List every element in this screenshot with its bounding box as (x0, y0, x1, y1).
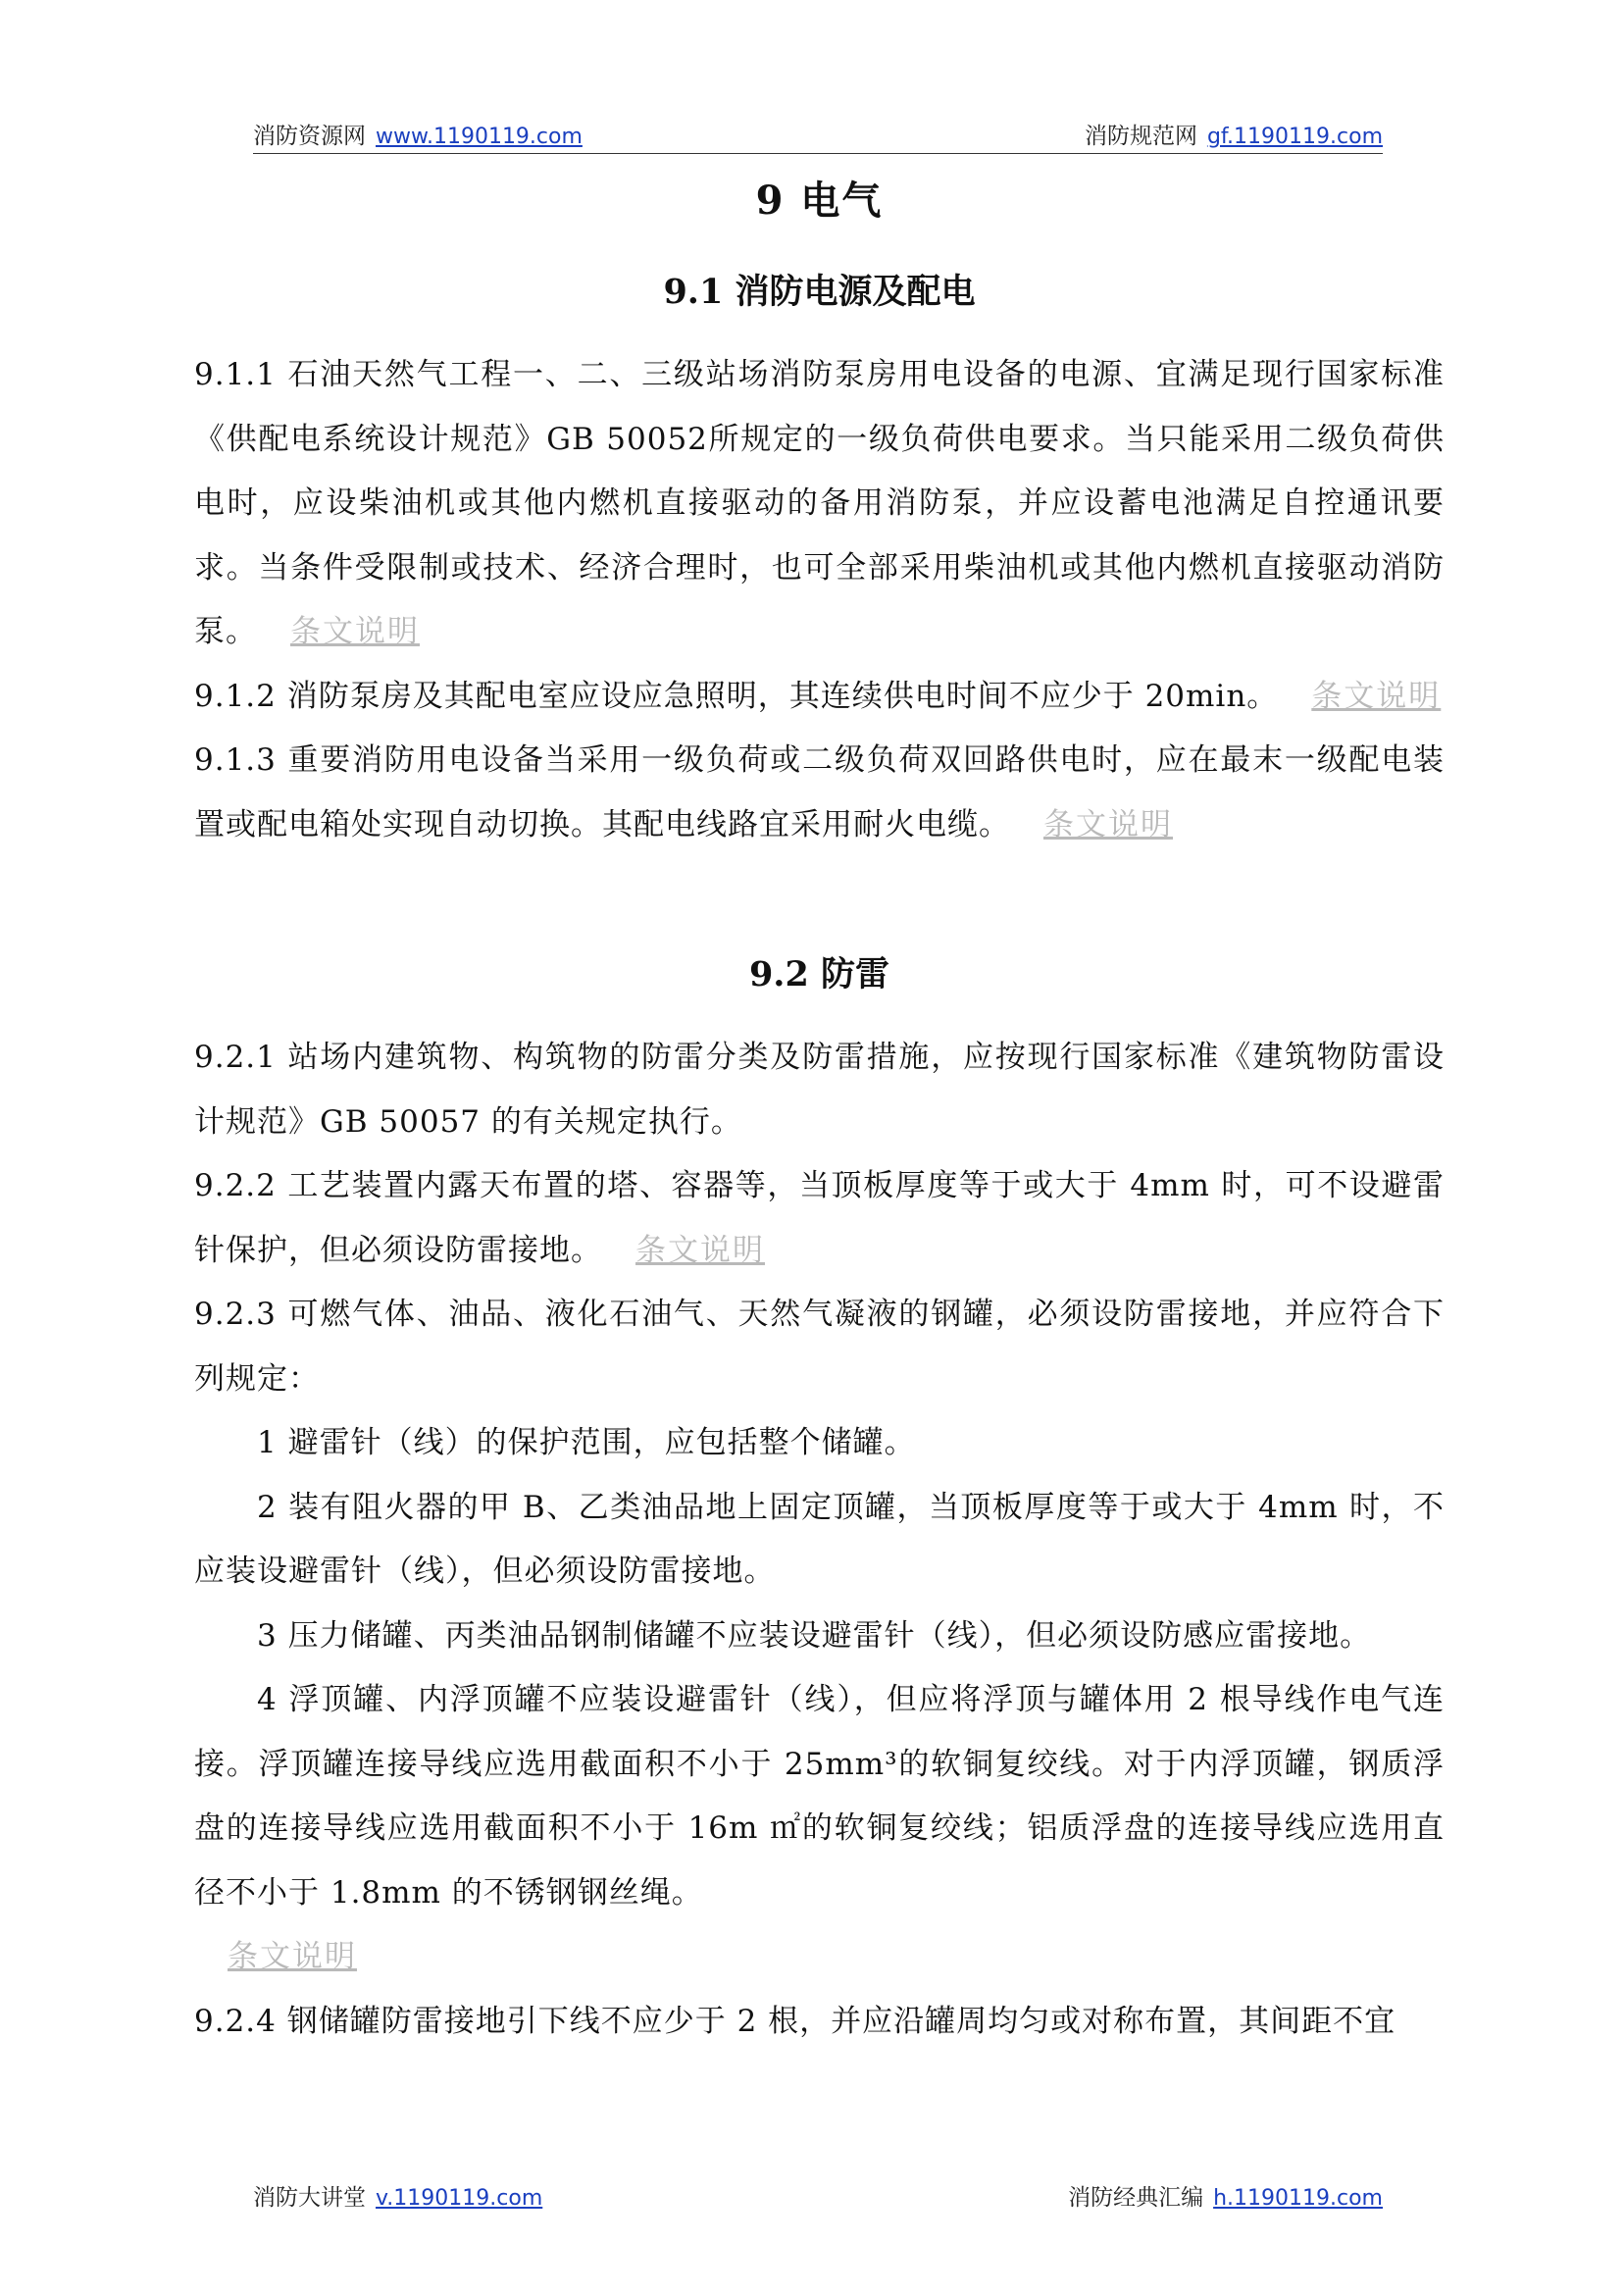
clause-9-1-2: 9.1.2 消防泵房及其配电室应设应急照明，其连续供电时间不应少于 20min。 条文说明 (194, 678, 1442, 714)
list-item: 1 避雷针（线）的保护范围，应包括整个储罐。 (257, 1425, 916, 1460)
chapter-title: 9 电气 (755, 178, 884, 224)
footer-right-link[interactable]: h.1190119.com (1213, 2186, 1383, 2211)
clause-note-link[interactable]: 条文说明 (1311, 678, 1442, 714)
clause-note-link[interactable]: 条文说明 (635, 1232, 765, 1268)
clause-9-2-1: 9.2.1 站场内建筑物、构筑物的防雷分类及防雷措施，应按现行国家标准《建筑物防雷设计规范》GB 50057 的有关规定执行。 (194, 1040, 1445, 1140)
clause-note-link[interactable]: 条文说明 (290, 614, 420, 649)
clause-9-2-2: 9.2.2 工艺装置内露天布置的塔、容器等，当顶板厚度等于或大于 4mm 时，可不设避雷针保护，但必须设防雷接地。 条文说明 (194, 1168, 1445, 1268)
clause-9-2-4: 9.2.4 钢储罐防雷接地引下线不应少于 2 根，并应沿罐周均匀或对称布置，其间距不宜 (194, 2003, 1396, 2039)
header-right-link[interactable]: gf.1190119.com (1206, 125, 1383, 149)
list-item: 2 装有阻火器的甲 B、乙类油品地上固定顶罐，当顶板厚度等于或大于 4mm 时，不应装设避雷针（线），但必须设防雷接地。 (194, 1489, 1445, 1589)
list-item: 4 浮顶罐、内浮顶罐不应装设避雷针（线），但应将浮顶与罐体用 2 根导线作电气连接。浮顶罐连接导线应选用截面积不小于 25mm³的软铜复绞线。对于内浮顶罐，钢质浮盘的连接导线应选用截面积不小于 16m ㎡的软铜复绞线；铝质浮盘的连接导线应选用直径不小于 1.8mm 的不锈钢钢丝绳。 (194, 1682, 1445, 1911)
page-footer (253, 2179, 1383, 2212)
section-heading-9-1: 9.1 消防电源及配电 (663, 272, 976, 312)
header-left-site: 消防资源网 (253, 124, 366, 149)
clause-9-1-3: 9.1.3 重要消防用电设备当采用一级负荷或二级负荷双回路供电时，应在最末一级配电装置或配电箱处实现自动切换。其配电线路宜采用耐火电缆。 条文说明 (194, 742, 1445, 842)
section-heading-9-2: 9.2 防雷 (748, 954, 890, 994)
list-item: 3 压力储罐、丙类油品钢制储罐不应装设避雷针（线），但必须设防感应雷接地。 (257, 1617, 1372, 1654)
footer-left-site: 消防大讲堂 (253, 2185, 366, 2211)
clause-9-1-1: 9.1.1 石油天然气工程一、二、三级站场消防泵房用电设备的电源、宜满足现行国家标准《供配电系统设计规范》GB 50052所规定的一级负荷供电要求。当只能采用二级负荷供电时，应设柴油机或其他内燃机直接驱动的备用消防泵，并应设蓄电池满足自控通讯要求。当条件受限制或技术、经济合理时，也可全部采用柴油机或其他内燃机直接驱动消防泵。 条文说明 (194, 357, 1445, 649)
clause-note-link[interactable]: 条文说明 (228, 1939, 357, 1974)
clause-9-2-3: 9.2.3 可燃气体、油品、液化石油气、天然气凝液的钢罐，必须设防雷接地，并应符合下列规定： (194, 1297, 1445, 1397)
items-note (228, 1925, 1445, 1990)
header-right-site: 消防规范网 (1084, 124, 1197, 149)
header-left (253, 118, 583, 150)
header-right (1085, 118, 1383, 150)
footer-right-site: 消防经典汇编 (1068, 2185, 1204, 2211)
header-left-link[interactable]: www.1190119.com (376, 125, 583, 149)
footer-right (1068, 2179, 1383, 2212)
document-body (194, 169, 1445, 2054)
footer-left (253, 2179, 542, 2212)
page-header (253, 118, 1383, 154)
clause-note-link[interactable]: 条文说明 (1043, 806, 1173, 842)
footer-left-link[interactable]: v.1190119.com (376, 2186, 543, 2211)
